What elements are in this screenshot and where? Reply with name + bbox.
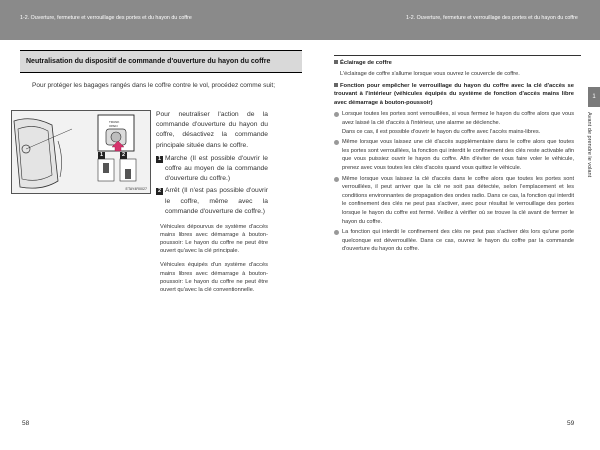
trunk-light-text: L'éclairage de coffre s'allume lorsque vous ouvrez le couvercle de coffre. bbox=[340, 71, 520, 77]
bullet-1b-text: Dans ce cas, il est possible d'ouvrir le hayon du coffre avec l'accès mains-libres. bbox=[342, 128, 541, 135]
item-1-text: Marche (Il est possible d'ouvrir le coffre au moyen de la commande d'ouverture du coffre.) bbox=[165, 154, 268, 183]
bullet-4-text: La fonction qui interdit le confinement des clés ne peut pas s'activer dès lors qu'une porte quelconque est déverrouillée. Dans ce cas, ouvrez le hayon du coffre par la commande d'ouverture du hayon du coffre. bbox=[342, 229, 574, 253]
trunk-switch-figure bbox=[11, 110, 151, 194]
bullet-dot bbox=[334, 140, 339, 145]
trunk-light-heading: Éclairage de coffre bbox=[334, 60, 574, 66]
chapter-tab: 1 bbox=[588, 87, 600, 107]
bullet-3 bbox=[334, 175, 574, 227]
bullet-dot bbox=[334, 112, 339, 117]
instruction-column bbox=[156, 110, 268, 294]
item-2-number: 2 bbox=[157, 188, 162, 195]
note-without-smart-access: Véhicules dépourvus de système d'accès mains libres avec démarrage à bouton-poussoir: Le hayon du coffre ne peut être ouvert qu'avec la clé principale. bbox=[160, 224, 268, 255]
instruction-text: Pour neutraliser l'action de la commande d'ouverture du hayon du coffre, désactivez la commande principale située dans le coffre. bbox=[156, 111, 268, 149]
item-1-number: 1 bbox=[157, 155, 162, 162]
page-number-left: 58 bbox=[22, 420, 30, 427]
square-marker bbox=[334, 83, 338, 87]
bullet-dot bbox=[334, 230, 339, 235]
right-top-rule bbox=[334, 55, 581, 56]
bullet-2 bbox=[334, 138, 574, 172]
bullet-dot bbox=[334, 177, 339, 182]
item-2-text: Arrêt (Il n'est pas possible d'ouvrir le coffre, même avec la commande d'ouverture de coffre.) bbox=[165, 187, 268, 215]
chapter-side-text: Avant de prendre le volant bbox=[586, 112, 592, 178]
left-page bbox=[20, 50, 302, 91]
figure-label-2: 2 bbox=[121, 152, 126, 158]
figure-code: ETAY4R0027 bbox=[125, 187, 147, 191]
page-number-right: 59 bbox=[567, 420, 575, 427]
key-lock-prevention-heading: Fonction pour empêcher le verrouillage du hayon du coffre avec la clé d'accès se trouvant à l'intérieur (véhicules équipés du système de fonction d'accès mains libre avec démarrage à bouton-poussoir) bbox=[334, 82, 574, 106]
trunk-switch-illustration bbox=[12, 111, 151, 194]
note-with-smart-access: Véhicules équipés d'un système d'accès mains libres avec démarrage à bouton-poussoir: Le hayon du coffre ne peut être ouvert qu'avec la clé conventionnelle. bbox=[160, 262, 268, 293]
item-on bbox=[156, 154, 268, 185]
header-left-text: 1-2. Ouverture, fermeture et verrouillage des portes et du hayon du coffre bbox=[20, 15, 192, 21]
bullet-1-text: Lorsque toutes les portes sont verrouillées, si vous fermez le hayon du coffre alors que vous avez laissé la clé d'accès à l'intérieur, une alarme se déclenche. bbox=[342, 111, 574, 126]
svg-text:OPEN: OPEN bbox=[109, 124, 118, 128]
figure-label-1: 1 bbox=[99, 152, 104, 158]
bullet-1 bbox=[334, 110, 574, 136]
header-right-text: 1-2. Ouverture, fermeture et verrouillage des portes et du hayon du coffre bbox=[406, 15, 578, 21]
bullet-2-text: Même lorsque vous laissez une clé d'accès supplémentaire dans le coffre alors que toutes les portes sont verrouillées, la fonction qui interdit le confinement des clés reste activable afin que vous puissiez ouvrir le hayon du coffre. Afin d'éviter de vous faire voler le véhicule, prenez avec vous toutes les clés d'accès quand vous quittez le véhicule. bbox=[342, 139, 574, 171]
bullet-4 bbox=[334, 228, 574, 254]
intro-text: Pour protéger les bagages rangés dans le coffre contre le vol, procédez comme suit; bbox=[32, 81, 276, 89]
item-off bbox=[156, 186, 268, 217]
svg-text:TRUNK: TRUNK bbox=[109, 120, 120, 124]
bullet-3-text: Même lorsque vous laissez la clé d'accès dans le coffre alors que toutes les portes sont verrouillées, il peut arriver que la clé ne soit pas détectée, selon l'emplacement et les conditions environnantes de propagation des ondes radio. Dans ce cas, la fonction qui interdit le confinement des clés ne peut pas s'activer, avec pour résultat le verrouillage des portes lorsque le hayon du coffre est fermé. Veillez à vérifier où se trouve la clé avant de fermer le hayon du coffre. bbox=[342, 175, 574, 225]
square-marker bbox=[334, 60, 338, 64]
right-page bbox=[334, 60, 574, 254]
section-title: Neutralisation du dispositif de commande d'ouverture du hayon du coffre bbox=[20, 50, 302, 73]
